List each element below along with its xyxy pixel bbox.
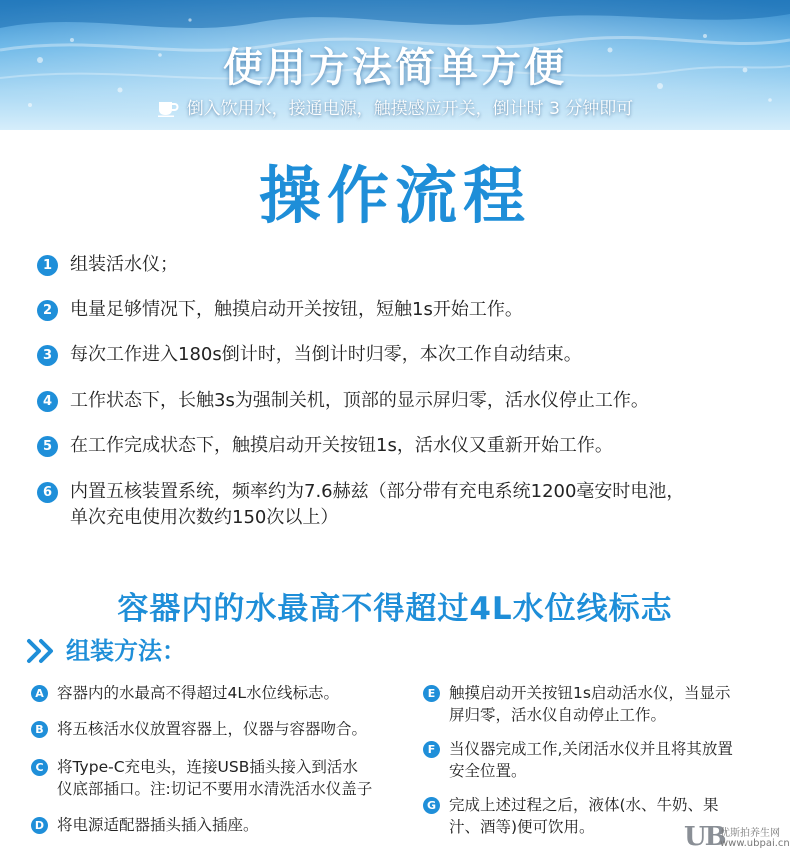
watermark-site-url: www.ubpai.cn xyxy=(720,838,790,849)
banner-subtitle xyxy=(0,94,790,119)
item-letter-badge: E xyxy=(423,685,440,702)
banner-title: 使用方法简单方便 xyxy=(223,45,567,91)
site-watermark xyxy=(684,822,788,852)
step-number-badge: 4 xyxy=(37,391,58,412)
step-number-badge: 2 xyxy=(37,300,58,321)
step-text: 电量足够情况下，触摸启动开关按钮，短触1s开始工作。 xyxy=(70,299,523,320)
watermark-logo: UB xyxy=(684,822,725,852)
item-letter-badge: A xyxy=(31,685,48,702)
item-text: 将五核活水仪放置容器上，仪器与容器吻合。 xyxy=(57,720,368,738)
assembly-heading-label: 组装方法： xyxy=(66,637,186,665)
step-number-badge: 5 xyxy=(37,436,58,457)
step-text: 每次工作进入180s倒计时，当倒计时归零，本次工作自动结束。 xyxy=(70,344,582,365)
item-text: 将Type-C充电头，连接USB插头接入到活水 仪底部插口。注:切记不要用水清洗活水仪盖子 xyxy=(57,758,373,798)
step-number-badge: 1 xyxy=(37,255,58,276)
item-text: 完成上述过程之后，液体(水、牛奶、果 汁、酒等)便可饮用。 xyxy=(449,796,719,836)
coffee-cup-icon xyxy=(157,99,179,117)
step-number-badge: 6 xyxy=(37,482,58,503)
item-text: 当仪器完成工作,关闭活水仪并且将其放置 安全位置。 xyxy=(449,740,733,780)
step-text: 工作状态下，长触3s为强制关机，顶部的显示屏归零，活水仪停止工作。 xyxy=(70,390,649,411)
item-text: 容器内的水最高不得超过4L水位线标志。 xyxy=(57,684,339,702)
step-text: 在工作完成状态下，触摸启动开关按钮1s，活水仪又重新开始工作。 xyxy=(70,435,613,456)
item-letter-badge: F xyxy=(423,741,440,758)
step-text: 组装活水仪； xyxy=(70,254,178,275)
banner-subtitle-text: 倒入饮用水，接通电源，触摸感应开关，倒计时 3 分钟即可 xyxy=(186,99,634,119)
item-letter-badge: D xyxy=(31,817,48,834)
page-title: 操作流程 xyxy=(258,159,531,232)
header-banner xyxy=(0,0,790,130)
step-text: 内置五核装置系统，频率约为7.6赫兹（部分带有充电系统1200毫安时电池， 单次充电使用次数约150次以上） xyxy=(70,481,685,528)
water-level-warning: 容器内的水最高不得超过4L水位线标志 xyxy=(117,591,673,627)
watermark-site-name: 优斯拍养生网 xyxy=(720,828,780,839)
double-chevron-right-icon xyxy=(26,638,58,664)
item-letter-badge: C xyxy=(31,759,48,776)
item-letter-badge: B xyxy=(31,721,48,738)
item-letter-badge: G xyxy=(423,797,440,814)
item-text: 触摸启动开关按钮1s启动活水仪，当显示 屏归零，活水仪自动停止工作。 xyxy=(449,684,731,724)
step-number-badge: 3 xyxy=(37,345,58,366)
item-text: 将电源适配器插头插入插座。 xyxy=(57,816,259,834)
